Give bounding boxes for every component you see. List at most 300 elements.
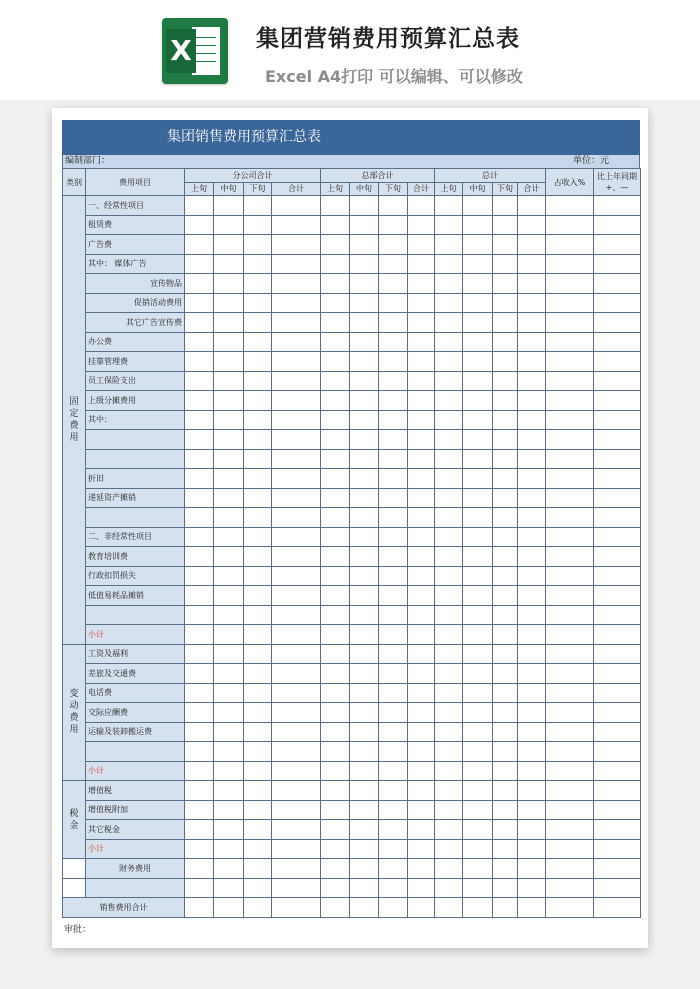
value-cell[interactable] [408,215,435,235]
value-cell[interactable] [594,722,641,742]
value-cell[interactable] [518,625,546,645]
value-cell[interactable] [463,215,493,235]
value-cell[interactable] [463,586,493,606]
value-cell[interactable] [463,254,493,274]
value-cell[interactable] [244,625,272,645]
value-cell[interactable] [321,761,350,781]
value-cell[interactable] [463,547,493,567]
value-cell[interactable] [214,254,244,274]
value-cell[interactable] [435,683,463,703]
value-cell[interactable] [244,196,272,216]
value-cell[interactable] [244,800,272,820]
value-cell[interactable] [321,644,350,664]
value-cell[interactable] [435,820,463,840]
value-cell[interactable] [379,430,408,450]
value-cell[interactable] [214,683,244,703]
value-cell[interactable] [214,664,244,684]
value-cell[interactable] [350,859,379,879]
value-cell[interactable] [244,527,272,547]
value-cell[interactable] [493,352,518,372]
value-cell[interactable] [435,391,463,411]
value-cell[interactable] [350,898,379,918]
value-cell[interactable] [379,859,408,879]
value-cell[interactable] [463,605,493,625]
value-cell[interactable] [594,352,641,372]
value-cell[interactable] [435,469,463,489]
value-cell[interactable] [379,352,408,372]
value-cell[interactable] [594,430,641,450]
value-cell[interactable] [594,839,641,859]
value-cell[interactable] [408,293,435,313]
value-cell[interactable] [435,761,463,781]
value-cell[interactable] [493,820,518,840]
value-cell[interactable] [379,547,408,567]
value-cell[interactable] [518,586,546,606]
value-cell[interactable] [594,215,641,235]
value-cell[interactable] [435,703,463,723]
value-cell[interactable] [546,352,594,372]
value-cell[interactable] [185,859,214,879]
value-cell[interactable] [463,332,493,352]
value-cell[interactable] [408,878,435,898]
value-cell[interactable] [350,800,379,820]
value-cell[interactable] [435,196,463,216]
value-cell[interactable] [408,430,435,450]
value-cell[interactable] [244,820,272,840]
value-cell[interactable] [463,274,493,294]
value-cell[interactable] [272,547,321,567]
value-cell[interactable] [214,839,244,859]
value-cell[interactable] [408,859,435,879]
value-cell[interactable] [350,742,379,762]
value-cell[interactable] [594,449,641,469]
value-cell[interactable] [379,761,408,781]
value-cell[interactable] [214,800,244,820]
value-cell[interactable] [185,566,214,586]
value-cell[interactable] [463,898,493,918]
value-cell[interactable] [244,215,272,235]
value-cell[interactable] [518,313,546,333]
value-cell[interactable] [350,430,379,450]
value-cell[interactable] [594,664,641,684]
value-cell[interactable] [350,722,379,742]
value-cell[interactable] [546,254,594,274]
value-cell[interactable] [594,235,641,255]
value-cell[interactable] [408,332,435,352]
value-cell[interactable] [594,820,641,840]
value-cell[interactable] [594,469,641,489]
value-cell[interactable] [435,859,463,879]
value-cell[interactable] [321,742,350,762]
value-cell[interactable] [321,352,350,372]
value-cell[interactable] [272,352,321,372]
value-cell[interactable] [493,605,518,625]
value-cell[interactable] [546,605,594,625]
value-cell[interactable] [321,898,350,918]
value-cell[interactable] [214,527,244,547]
value-cell[interactable] [321,391,350,411]
value-cell[interactable] [214,332,244,352]
value-cell[interactable] [435,235,463,255]
value-cell[interactable] [272,371,321,391]
value-cell[interactable] [321,664,350,684]
value-cell[interactable] [546,566,594,586]
value-cell[interactable] [493,391,518,411]
value-cell[interactable] [493,683,518,703]
value-cell[interactable] [435,332,463,352]
value-cell[interactable] [408,839,435,859]
value-cell[interactable] [594,859,641,879]
value-cell[interactable] [518,664,546,684]
value-cell[interactable] [272,683,321,703]
value-cell[interactable] [214,430,244,450]
value-cell[interactable] [379,820,408,840]
value-cell[interactable] [272,839,321,859]
value-cell[interactable] [350,508,379,528]
value-cell[interactable] [272,644,321,664]
value-cell[interactable] [408,449,435,469]
value-cell[interactable] [493,761,518,781]
value-cell[interactable] [594,703,641,723]
value-cell[interactable] [244,508,272,528]
value-cell[interactable] [546,664,594,684]
value-cell[interactable] [272,449,321,469]
value-cell[interactable] [408,391,435,411]
value-cell[interactable] [435,293,463,313]
value-cell[interactable] [518,352,546,372]
value-cell[interactable] [493,878,518,898]
value-cell[interactable] [214,449,244,469]
value-cell[interactable] [379,586,408,606]
value-cell[interactable] [546,898,594,918]
value-cell[interactable] [379,722,408,742]
value-cell[interactable] [272,391,321,411]
value-cell[interactable] [272,254,321,274]
value-cell[interactable] [272,488,321,508]
value-cell[interactable] [518,547,546,567]
value-cell[interactable] [214,371,244,391]
value-cell[interactable] [546,430,594,450]
value-cell[interactable] [518,644,546,664]
value-cell[interactable] [408,313,435,333]
value-cell[interactable] [321,293,350,313]
value-cell[interactable] [493,508,518,528]
value-cell[interactable] [546,196,594,216]
value-cell[interactable] [435,898,463,918]
value-cell[interactable] [185,254,214,274]
value-cell[interactable] [408,761,435,781]
value-cell[interactable] [518,274,546,294]
value-cell[interactable] [350,391,379,411]
value-cell[interactable] [463,371,493,391]
value-cell[interactable] [435,839,463,859]
value-cell[interactable] [379,566,408,586]
value-cell[interactable] [214,625,244,645]
value-cell[interactable] [321,566,350,586]
value-cell[interactable] [321,703,350,723]
value-cell[interactable] [379,254,408,274]
value-cell[interactable] [463,781,493,801]
value-cell[interactable] [463,722,493,742]
value-cell[interactable] [594,761,641,781]
value-cell[interactable] [214,781,244,801]
value-cell[interactable] [546,215,594,235]
value-cell[interactable] [493,196,518,216]
value-cell[interactable] [244,449,272,469]
value-cell[interactable] [244,235,272,255]
value-cell[interactable] [244,761,272,781]
value-cell[interactable] [272,508,321,528]
value-cell[interactable] [435,313,463,333]
value-cell[interactable] [408,352,435,372]
value-cell[interactable] [518,488,546,508]
value-cell[interactable] [350,683,379,703]
value-cell[interactable] [244,410,272,430]
value-cell[interactable] [493,781,518,801]
value-cell[interactable] [185,293,214,313]
value-cell[interactable] [272,469,321,489]
value-cell[interactable] [493,742,518,762]
value-cell[interactable] [408,508,435,528]
value-cell[interactable] [435,586,463,606]
value-cell[interactable] [321,586,350,606]
value-cell[interactable] [321,839,350,859]
value-cell[interactable] [379,332,408,352]
value-cell[interactable] [185,683,214,703]
value-cell[interactable] [244,391,272,411]
value-cell[interactable] [185,878,214,898]
value-cell[interactable] [463,508,493,528]
value-cell[interactable] [350,332,379,352]
value-cell[interactable] [244,313,272,333]
value-cell[interactable] [435,722,463,742]
value-cell[interactable] [493,547,518,567]
value-cell[interactable] [244,605,272,625]
value-cell[interactable] [185,761,214,781]
value-cell[interactable] [546,449,594,469]
value-cell[interactable] [321,235,350,255]
value-cell[interactable] [594,781,641,801]
value-cell[interactable] [546,859,594,879]
value-cell[interactable] [463,469,493,489]
value-cell[interactable] [244,878,272,898]
value-cell[interactable] [185,605,214,625]
value-cell[interactable] [272,274,321,294]
value-cell[interactable] [272,722,321,742]
value-cell[interactable] [594,898,641,918]
value-cell[interactable] [408,586,435,606]
value-cell[interactable] [408,566,435,586]
value-cell[interactable] [244,683,272,703]
value-cell[interactable] [379,527,408,547]
value-cell[interactable] [214,761,244,781]
value-cell[interactable] [321,274,350,294]
value-cell[interactable] [493,644,518,664]
value-cell[interactable] [350,352,379,372]
value-cell[interactable] [408,547,435,567]
value-cell[interactable] [272,215,321,235]
value-cell[interactable] [546,586,594,606]
value-cell[interactable] [493,274,518,294]
value-cell[interactable] [185,703,214,723]
value-cell[interactable] [379,371,408,391]
value-cell[interactable] [463,644,493,664]
value-cell[interactable] [350,449,379,469]
value-cell[interactable] [408,235,435,255]
value-cell[interactable] [350,371,379,391]
value-cell[interactable] [214,722,244,742]
value-cell[interactable] [546,644,594,664]
value-cell[interactable] [493,371,518,391]
value-cell[interactable] [518,859,546,879]
value-cell[interactable] [594,878,641,898]
value-cell[interactable] [546,722,594,742]
value-cell[interactable] [518,742,546,762]
value-cell[interactable] [546,274,594,294]
value-cell[interactable] [272,781,321,801]
value-cell[interactable] [463,761,493,781]
value-cell[interactable] [493,430,518,450]
value-cell[interactable] [518,761,546,781]
value-cell[interactable] [435,527,463,547]
value-cell[interactable] [244,352,272,372]
value-cell[interactable] [463,196,493,216]
value-cell[interactable] [185,664,214,684]
value-cell[interactable] [493,527,518,547]
value-cell[interactable] [594,625,641,645]
value-cell[interactable] [435,781,463,801]
value-cell[interactable] [185,215,214,235]
value-cell[interactable] [493,235,518,255]
value-cell[interactable] [546,391,594,411]
value-cell[interactable] [518,391,546,411]
value-cell[interactable] [244,274,272,294]
value-cell[interactable] [435,878,463,898]
value-cell[interactable] [435,566,463,586]
value-cell[interactable] [350,644,379,664]
value-cell[interactable] [408,898,435,918]
value-cell[interactable] [408,410,435,430]
value-cell[interactable] [321,625,350,645]
value-cell[interactable] [463,683,493,703]
value-cell[interactable] [321,371,350,391]
value-cell[interactable] [214,547,244,567]
value-cell[interactable] [408,196,435,216]
value-cell[interactable] [321,254,350,274]
value-cell[interactable] [435,547,463,567]
value-cell[interactable] [435,352,463,372]
value-cell[interactable] [546,625,594,645]
value-cell[interactable] [408,254,435,274]
value-cell[interactable] [214,235,244,255]
value-cell[interactable] [244,488,272,508]
value-cell[interactable] [594,410,641,430]
value-cell[interactable] [244,703,272,723]
value-cell[interactable] [244,430,272,450]
value-cell[interactable] [463,235,493,255]
value-cell[interactable] [408,722,435,742]
value-cell[interactable] [244,859,272,879]
value-cell[interactable] [379,391,408,411]
value-cell[interactable] [214,274,244,294]
value-cell[interactable] [214,644,244,664]
value-cell[interactable] [546,800,594,820]
value-cell[interactable] [379,664,408,684]
value-cell[interactable] [379,215,408,235]
value-cell[interactable] [493,898,518,918]
value-cell[interactable] [321,196,350,216]
value-cell[interactable] [379,196,408,216]
value-cell[interactable] [185,508,214,528]
value-cell[interactable] [185,527,214,547]
value-cell[interactable] [594,293,641,313]
value-cell[interactable] [493,859,518,879]
value-cell[interactable] [493,566,518,586]
value-cell[interactable] [244,586,272,606]
value-cell[interactable] [518,605,546,625]
value-cell[interactable] [244,566,272,586]
value-cell[interactable] [214,820,244,840]
value-cell[interactable] [321,313,350,333]
value-cell[interactable] [379,488,408,508]
value-cell[interactable] [518,469,546,489]
value-cell[interactable] [185,469,214,489]
value-cell[interactable] [594,566,641,586]
value-cell[interactable] [408,371,435,391]
value-cell[interactable] [493,586,518,606]
value-cell[interactable] [435,449,463,469]
value-cell[interactable] [321,430,350,450]
value-cell[interactable] [321,410,350,430]
value-cell[interactable] [435,625,463,645]
value-cell[interactable] [379,800,408,820]
value-cell[interactable] [244,898,272,918]
value-cell[interactable] [518,566,546,586]
value-cell[interactable] [214,566,244,586]
value-cell[interactable] [594,371,641,391]
value-cell[interactable] [463,820,493,840]
value-cell[interactable] [435,215,463,235]
value-cell[interactable] [350,664,379,684]
value-cell[interactable] [493,664,518,684]
value-cell[interactable] [594,547,641,567]
value-cell[interactable] [272,742,321,762]
value-cell[interactable] [272,313,321,333]
value-cell[interactable] [379,839,408,859]
value-cell[interactable] [272,586,321,606]
value-cell[interactable] [272,703,321,723]
value-cell[interactable] [594,196,641,216]
value-cell[interactable] [493,293,518,313]
value-cell[interactable] [321,859,350,879]
value-cell[interactable] [244,254,272,274]
value-cell[interactable] [493,703,518,723]
value-cell[interactable] [408,625,435,645]
value-cell[interactable] [272,761,321,781]
value-cell[interactable] [594,391,641,411]
value-cell[interactable] [214,391,244,411]
value-cell[interactable] [350,410,379,430]
value-cell[interactable] [518,410,546,430]
value-cell[interactable] [463,859,493,879]
value-cell[interactable] [350,469,379,489]
value-cell[interactable] [272,566,321,586]
value-cell[interactable] [518,820,546,840]
value-cell[interactable] [272,605,321,625]
value-cell[interactable] [379,449,408,469]
value-cell[interactable] [408,664,435,684]
value-cell[interactable] [594,508,641,528]
